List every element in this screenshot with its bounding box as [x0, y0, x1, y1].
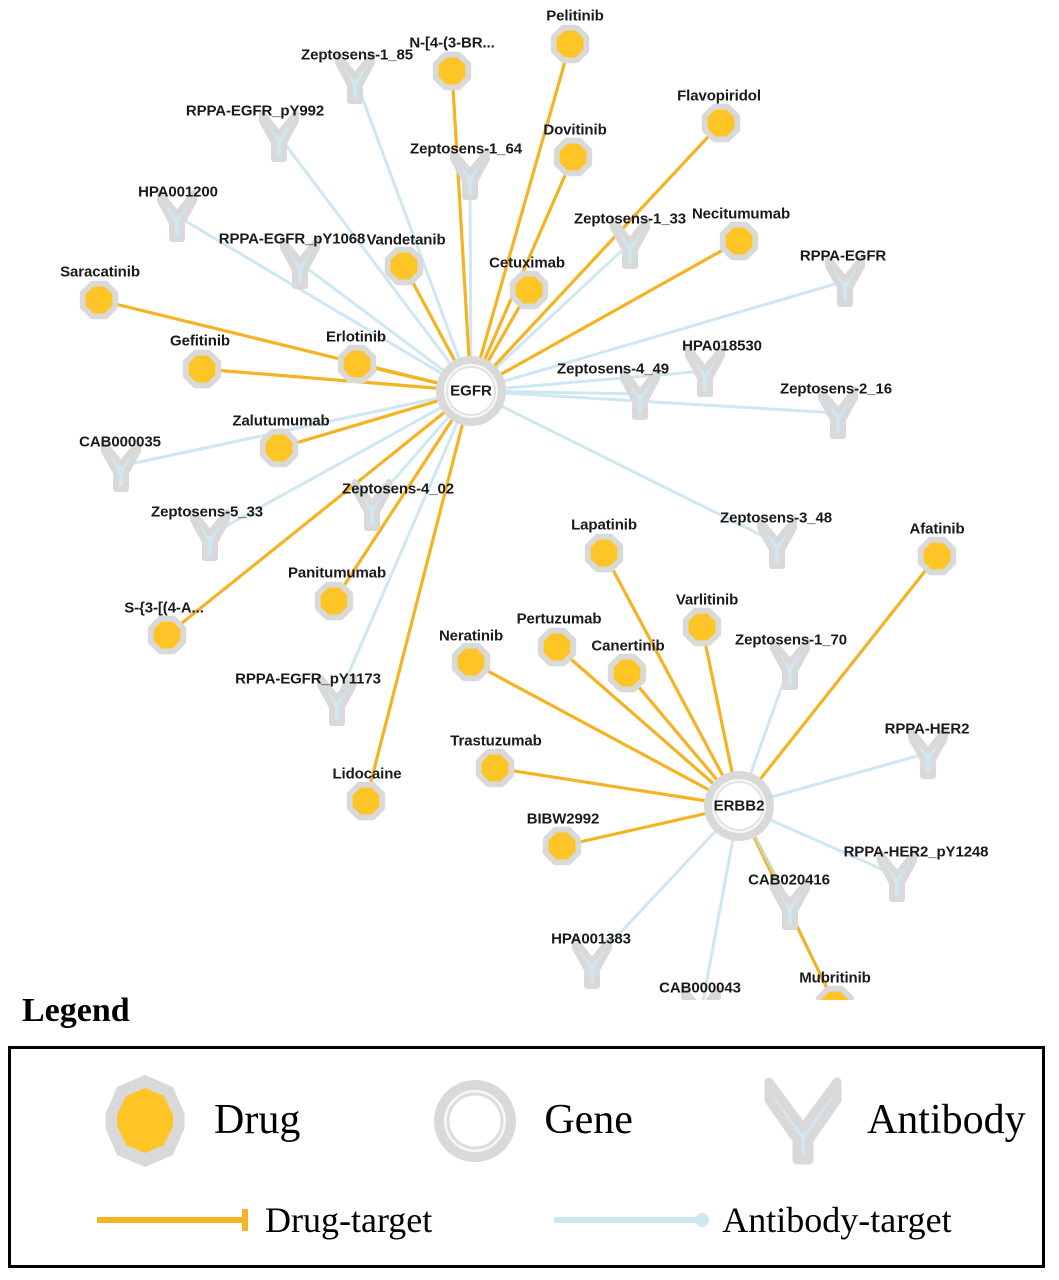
drug-label: Saracatinib	[60, 263, 140, 281]
gene-label: EGFR	[450, 382, 492, 400]
drug-node[interactable]	[705, 107, 736, 138]
legend-label-drug-target: Drug-target	[265, 1200, 433, 1240]
edge-drug-target	[739, 556, 937, 806]
legend-label-antibody-target: Antibody-target	[722, 1200, 952, 1240]
drug-node[interactable]	[819, 989, 850, 1000]
antibody-label: RPPA-EGFR_pY1068	[218, 230, 366, 248]
drug-label: Afatinib	[909, 520, 965, 538]
drug-label: N-[4-(3-BR...	[409, 34, 495, 52]
drug-node[interactable]	[318, 585, 349, 616]
antibody-label: Zeptosens-4_49	[557, 360, 669, 378]
drug-node[interactable]	[513, 274, 544, 305]
drug-node[interactable]	[546, 830, 577, 861]
antibody-label: CAB020416	[748, 871, 830, 889]
drug-label: Erlotinib	[326, 328, 386, 346]
drug-label: Lapatinib	[571, 516, 637, 534]
antibody-label: RPPA-EGFR_pY1173	[235, 670, 381, 688]
drug-target-edge-icon	[95, 1205, 255, 1235]
drug-label: S-{3-[(4-A...	[124, 599, 204, 617]
antibody-label: Zeptosens-1_85	[301, 46, 413, 64]
drug-label: Flavopiridol	[677, 87, 761, 105]
legend-item-drug	[90, 1070, 300, 1170]
antibody-label: RPPA-HER2_pY1248	[843, 843, 989, 861]
drug-node[interactable]	[83, 284, 114, 315]
drug-node[interactable]	[350, 785, 381, 816]
legend-item-gene	[420, 1070, 633, 1170]
legend-title: Legend	[22, 992, 130, 1029]
drug-label: Vandetanib	[366, 231, 446, 249]
legend-label-antibody: Antibody	[866, 1097, 1026, 1143]
antibody-label: CAB000035	[79, 433, 161, 451]
drug-label: Pelitinib	[546, 7, 604, 25]
edge-drug-target	[452, 71, 471, 391]
drug-node[interactable]	[541, 631, 572, 662]
antibody-label: CAB000043	[659, 979, 741, 997]
drug-node[interactable]	[186, 353, 217, 384]
drug-node[interactable]	[151, 619, 182, 650]
legend-label-gene: Gene	[544, 1097, 633, 1143]
drug-node[interactable]	[686, 611, 717, 642]
drug-label: Lidocaine	[332, 765, 402, 783]
legend-item-antibody-target	[552, 1199, 951, 1241]
drug-label: Pertuzumab	[516, 610, 602, 628]
drug-label: Trastuzumab	[450, 732, 542, 750]
legend-item-drug-target	[95, 1199, 432, 1241]
drug-label: Gefitinib	[170, 332, 230, 350]
legend-edges-row	[0, 1190, 1037, 1250]
antibody-node[interactable]	[828, 258, 862, 304]
drug-label: BIBW2992	[526, 810, 600, 828]
drug-label: Zalutumumab	[232, 412, 330, 430]
legend-label-drug: Drug	[214, 1097, 301, 1143]
drug-node[interactable]	[455, 646, 486, 677]
drug-node[interactable]	[611, 657, 642, 688]
drug-node[interactable]	[479, 752, 510, 783]
antibody-label: Zeptosens-1_70	[735, 631, 847, 649]
drug-node[interactable]	[554, 28, 585, 59]
drug-label: Mubritinib	[799, 969, 871, 987]
antibody-label: Zeptosens-1_33	[574, 210, 686, 228]
antibody-label: HPA001383	[551, 930, 631, 948]
drug-label: Necitumumab	[691, 205, 791, 223]
antibody-label: Zeptosens-3_48	[720, 509, 832, 527]
drug-label: Dovitinib	[543, 121, 607, 139]
antibody-label: HPA001200	[138, 183, 218, 201]
antibody-label: RPPA-EGFR	[799, 247, 887, 265]
drug-icon	[90, 1070, 200, 1170]
drug-node[interactable]	[588, 537, 619, 568]
legend-item-antibody	[753, 1070, 1026, 1170]
drug-label: Cetuximab	[489, 254, 565, 272]
drug-label: Panitumumab	[287, 564, 387, 582]
antibody-node[interactable]	[688, 348, 722, 394]
drug-node[interactable]	[921, 540, 952, 571]
antibody-icon	[753, 1070, 853, 1170]
drug-label: Neratinib	[438, 627, 504, 645]
antibody-label: Zeptosens-4_02	[342, 480, 454, 498]
legend-shapes-row	[0, 1060, 1037, 1180]
antibody-label: RPPA-EGFR_pY992	[185, 102, 325, 120]
antibody-label: RPPA-HER2	[884, 720, 970, 738]
drug-node[interactable]	[341, 348, 372, 379]
gene-icon	[420, 1070, 530, 1170]
drug-node[interactable]	[263, 432, 294, 463]
drug-label: Canertinib	[591, 637, 665, 655]
antibody-label: Zeptosens-2_16	[780, 380, 892, 398]
drug-node[interactable]	[436, 55, 467, 86]
gene-label: ERBB2	[713, 797, 765, 815]
antibody-label: Zeptosens-1_64	[410, 140, 522, 158]
antibody-node[interactable]	[760, 520, 794, 566]
antibody-target-edge-icon	[552, 1205, 712, 1235]
antibody-label: Zeptosens-5_33	[151, 503, 263, 521]
antibody-label: HPA018530	[682, 337, 762, 355]
drug-node[interactable]	[557, 141, 588, 172]
drug-node[interactable]	[388, 250, 419, 281]
drug-node[interactable]	[723, 225, 754, 256]
drug-label: Varlitinib	[675, 591, 739, 609]
